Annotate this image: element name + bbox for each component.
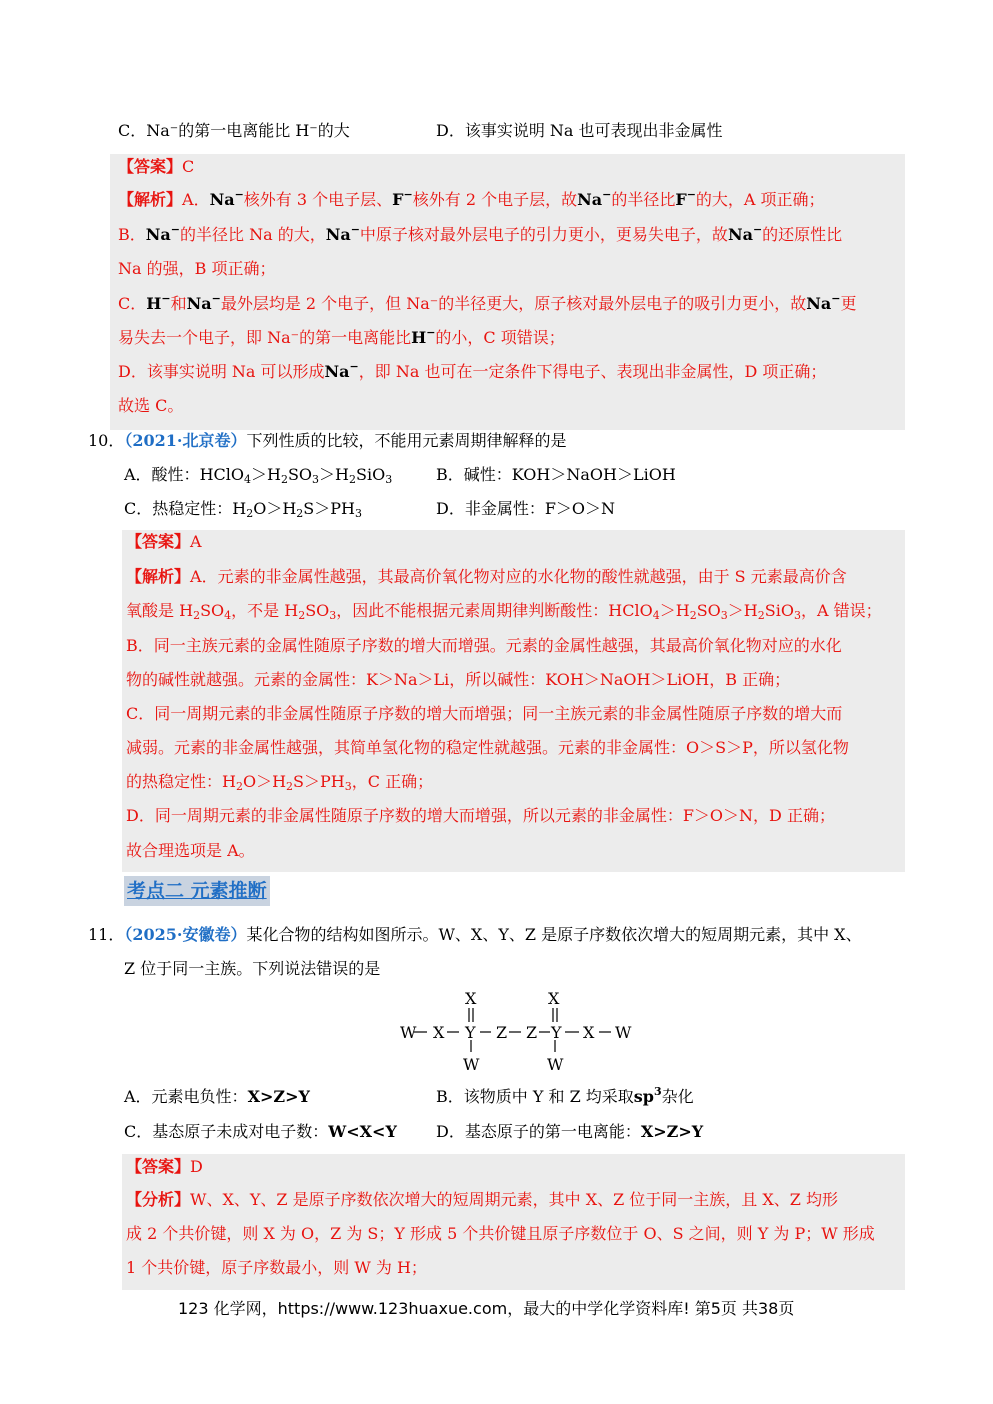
analysis-line: D．该事实说明 Na 可以形成Na−，即 Na 也可在一定条件下得电子、表现出非金属性，D 项正确； [118,360,827,381]
page-footer: 123 化学网，https://www.123huaxue.com，最大的中学化学资料库! 第5页 共38页 [178,1299,795,1318]
atom-x: X [433,1023,445,1042]
question-11-stem: 11．（2025·安徽卷）某化合物的结构如图所示。W、X、Y、Z 是原子序数依次增大的短周期元素，其中 X、 [88,925,862,944]
atom-z: Z [496,1023,508,1042]
structure-diagram [395,988,635,1076]
answer-line: 【答案】A [126,532,202,551]
option-b: B．该物质中 Y 和 Z 均采取$sp^3$杂化 [436,1085,694,1106]
analysis-line: C．H−和Na−最外层均是 2 个电子，但 Na⁻的半径更大，原子核对最外层电子的吸引力更小，故Na−更 [118,292,857,313]
analysis-line: 故选 C。 [118,396,184,415]
atom-x-top: X [465,989,477,1008]
question-11-stem-cont: Z 位于同一主族。下列说法错误的是 [124,959,381,978]
option-c: C．热稳定性：$H_2O>H_2S>PH_3$ [124,499,362,520]
analysis-line: 成 2 个共价键，则 X 为 O，Z 为 S；Y 形成 5 个共价键且原子序数位于 O、S 之间，则 Y 为 P；W 形成 [126,1224,875,1243]
atom-y: Y [465,1023,476,1042]
analysis-line: 减弱。元素的非金属性越强，其简单氢化物的稳定性就越强。元素的非金属性：O＞S＞P，所以氢化物 [126,738,849,757]
option-c: C．Na⁻的第一电离能比 H⁻的大 [118,121,350,140]
analysis-line: 【分析】W、X、Y、Z 是原子序数依次增大的短周期元素，其中 X、Z 位于同一主族，且 X、Z 均形 [126,1190,838,1209]
atom-z: Z [526,1023,538,1042]
atom-w-bottom: W [547,1055,564,1074]
option-a: A．元素电负性：X>Z>Y [124,1087,310,1106]
atom-x: X [583,1023,595,1042]
analysis-line: 故合理选项是 A。 [126,841,255,860]
f-ion: F− [392,188,413,209]
atom-w: W [615,1023,632,1042]
analysis-line: 【解析】A．元素的非金属性越强，其最高价氧化物对应的水化物的酸性就越强，由于 S 元素最高价含 [126,567,847,586]
atom-x-top: X [548,989,560,1008]
h-ion: H− [146,292,171,313]
option-a: A．酸性：$HClO_4>H_2SO_3>H_2SiO_3$ [124,465,393,486]
analysis-line: B．Na−的半径比 Na 的大，Na−中原子核对最外层电子的引力更小，更易失电子，故Na−的还原性比 [118,223,843,244]
analysis-line: 的热稳定性：$H_2O>H_2S>PH_3$，C 正确； [126,772,434,793]
answer-line: 【答案】D [126,1157,203,1176]
analysis-line: C．同一周期元素的非金属性随原子序数的增大而增强；同一主族元素的非金属性随原子序数的增大而 [126,704,843,723]
atom-w-bottom: W [463,1055,480,1074]
analysis-line: 1 个共价键，原子序数最小，则 W 为 H； [126,1258,427,1277]
question-10-stem: 10．（2021·北京卷）下列性质的比较，不能用元素周期律解释的是 [88,431,567,450]
atom-y: Y [551,1023,562,1042]
section-heading: 考点二 元素推断 [124,876,270,906]
analysis-line: 氧酸是 $H_2SO_4$，不是 $H_2SO_3$，因此不能根据元素周期律判断酸性：$HClO_4>H_2SO_3>H_2SiO_3$，A 错误； [126,601,882,622]
answer-line: 【答案】C [118,157,195,176]
na-ion: Na− [209,188,244,209]
atom-w: W [400,1023,417,1042]
analysis-line: Na 的强，B 项正确； [118,259,276,278]
option-d: D．非金属性：F＞O＞N [436,499,616,518]
analysis-line: D．同一周期元素的非金属性随原子序数的增大而增强，所以元素的非金属性：F＞O＞N，D 正确； [126,806,835,825]
option-c: C．基态原子未成对电子数：W<X<Y [124,1122,397,1141]
analysis-line: 易失去一个电子，即 Na⁻的第一电离能比H−的小，C 项错误； [118,326,565,347]
option-d: D．基态原子的第一电离能：X>Z>Y [436,1122,704,1141]
analysis-line: 物的碱性就越强。元素的金属性：K＞Na＞Li，所以碱性：KOH＞NaOH＞LiOH，B 正确； [126,670,791,689]
option-b: B．碱性：KOH＞NaOH＞LiOH [436,465,676,484]
analysis-line: 【解析】A．Na−核外有 3 个电子层、F−核外有 2 个电子层，故Na−的半径比F−的大，A 项正确； [118,188,825,209]
option-d: D．该事实说明 Na 也可表现出非金属性 [436,121,723,140]
analysis-line: B．同一主族元素的金属性随原子序数的增大而增强。元素的金属性越强，其最高价氧化物对应的水化 [126,636,842,655]
